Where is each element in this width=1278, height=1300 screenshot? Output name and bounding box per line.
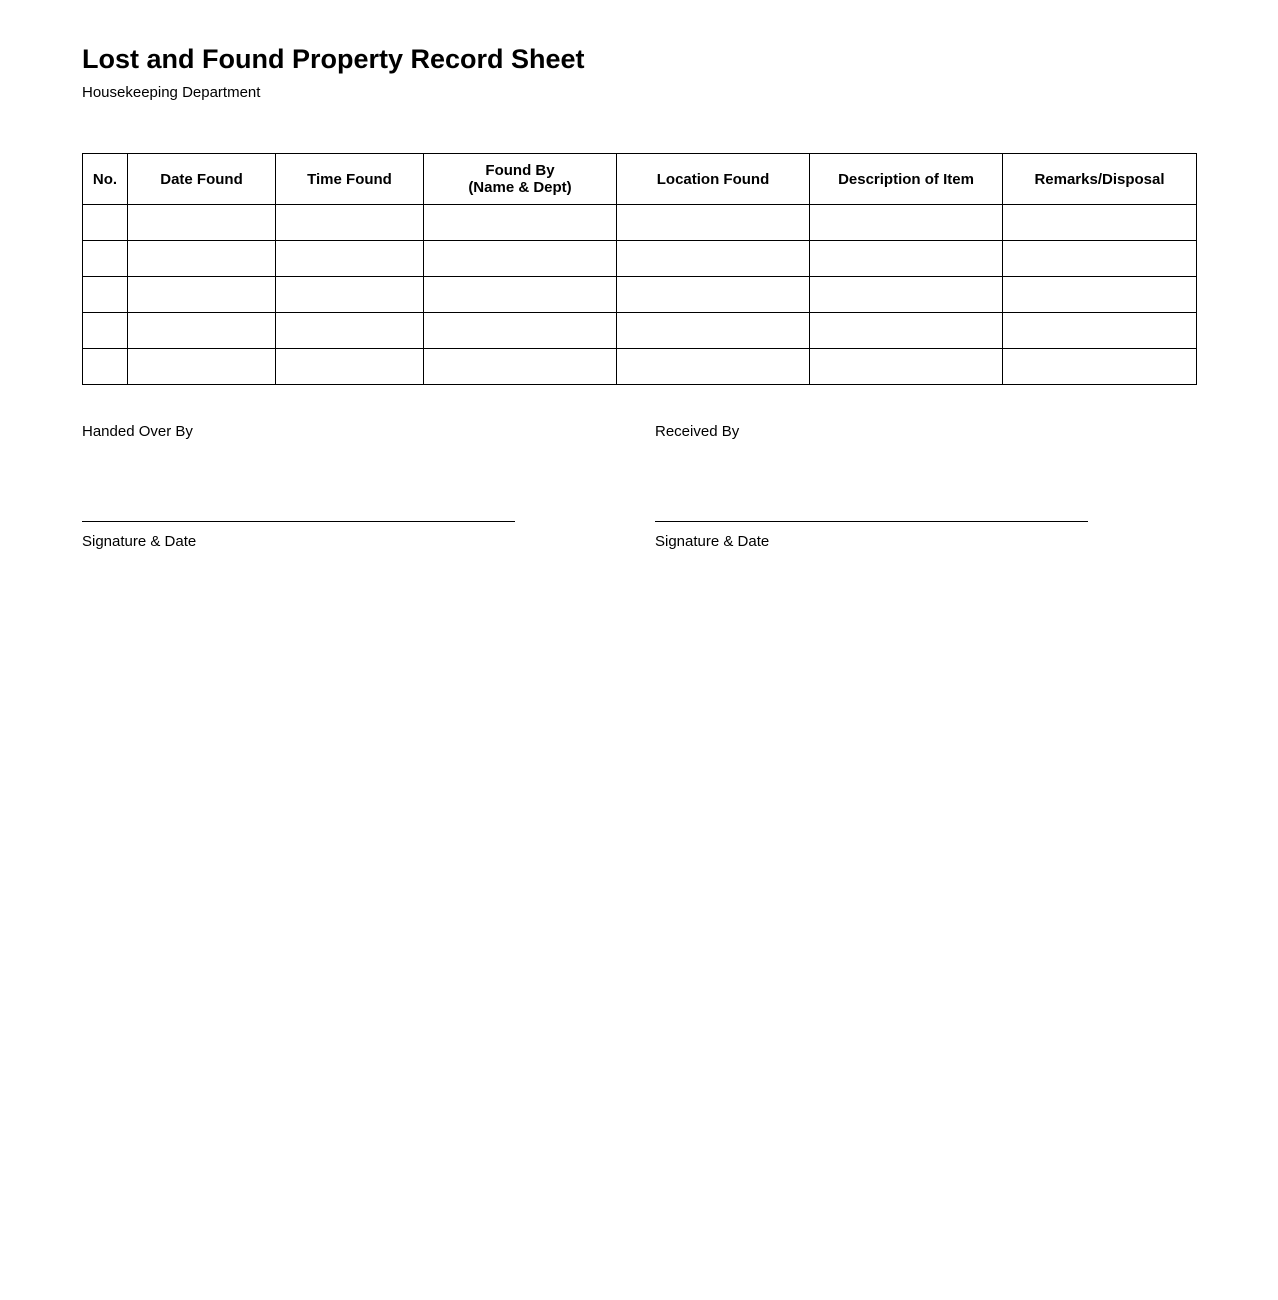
column-header-sublabel: (Name & Dept) [468,179,572,196]
table-cell[interactable] [810,349,1003,385]
table-cell[interactable] [810,205,1003,241]
table-cell[interactable] [276,277,424,313]
column-header-date-found [128,154,276,205]
received-signature-caption: Signature & Date [655,533,770,550]
received-by-label: Received By [655,423,740,440]
table-cell[interactable] [276,241,424,277]
department-subtitle: Housekeeping Department [82,84,261,101]
page-title: Lost and Found Property Record Sheet [82,44,585,74]
column-header-found-by [424,154,617,205]
table-cell[interactable] [128,205,276,241]
table-cell[interactable] [424,313,617,349]
table-row [83,241,1197,277]
column-header-time-found [276,154,424,205]
table-cell[interactable] [1003,205,1197,241]
handed-over-signature-caption: Signature & Date [82,533,197,550]
column-header-label: Date Found [160,170,243,188]
table-cell[interactable] [276,313,424,349]
table-cell[interactable] [617,241,810,277]
table-cell[interactable] [1003,241,1197,277]
table-cell[interactable] [810,241,1003,277]
column-header-label: No. [92,170,118,188]
table-cell[interactable] [1003,349,1197,385]
lost-found-record-table [82,153,1197,385]
column-header-remarks [1003,154,1197,205]
table-cell[interactable] [128,313,276,349]
table-cell[interactable] [128,349,276,385]
table-cell[interactable] [424,205,617,241]
column-header-label: Location Found [656,170,770,188]
table-header-row [83,154,1197,205]
table-cell[interactable] [617,277,810,313]
table-cell[interactable] [1003,277,1197,313]
table-cell[interactable] [276,205,424,241]
table-cell[interactable] [83,241,128,277]
table-cell[interactable] [617,205,810,241]
column-header-label: Time Found [307,170,392,188]
column-header-label: Remarks/Disposal [1034,170,1165,188]
table-cell[interactable] [810,313,1003,349]
table-row [83,313,1197,349]
table-cell[interactable] [424,241,617,277]
table-row [83,205,1197,241]
column-header-label: Found By [485,162,555,179]
table-cell[interactable] [83,205,128,241]
column-header-location-found [617,154,810,205]
received-signature-line[interactable] [655,521,1088,522]
column-header-no [83,154,128,205]
table-cell[interactable] [424,277,617,313]
column-header-description [810,154,1003,205]
column-header-label: Description of Item [838,170,974,188]
table-cell[interactable] [128,277,276,313]
table-cell[interactable] [83,277,128,313]
table-cell[interactable] [1003,313,1197,349]
table-row [83,277,1197,313]
table-cell[interactable] [810,277,1003,313]
handed-over-signature-line[interactable] [82,521,515,522]
handed-over-by-label: Handed Over By [82,423,193,440]
table-cell[interactable] [128,241,276,277]
table-cell[interactable] [276,349,424,385]
table-cell[interactable] [83,313,128,349]
table-cell[interactable] [83,349,128,385]
table-cell[interactable] [617,313,810,349]
table-cell[interactable] [617,349,810,385]
table-cell[interactable] [424,349,617,385]
table-row [83,349,1197,385]
